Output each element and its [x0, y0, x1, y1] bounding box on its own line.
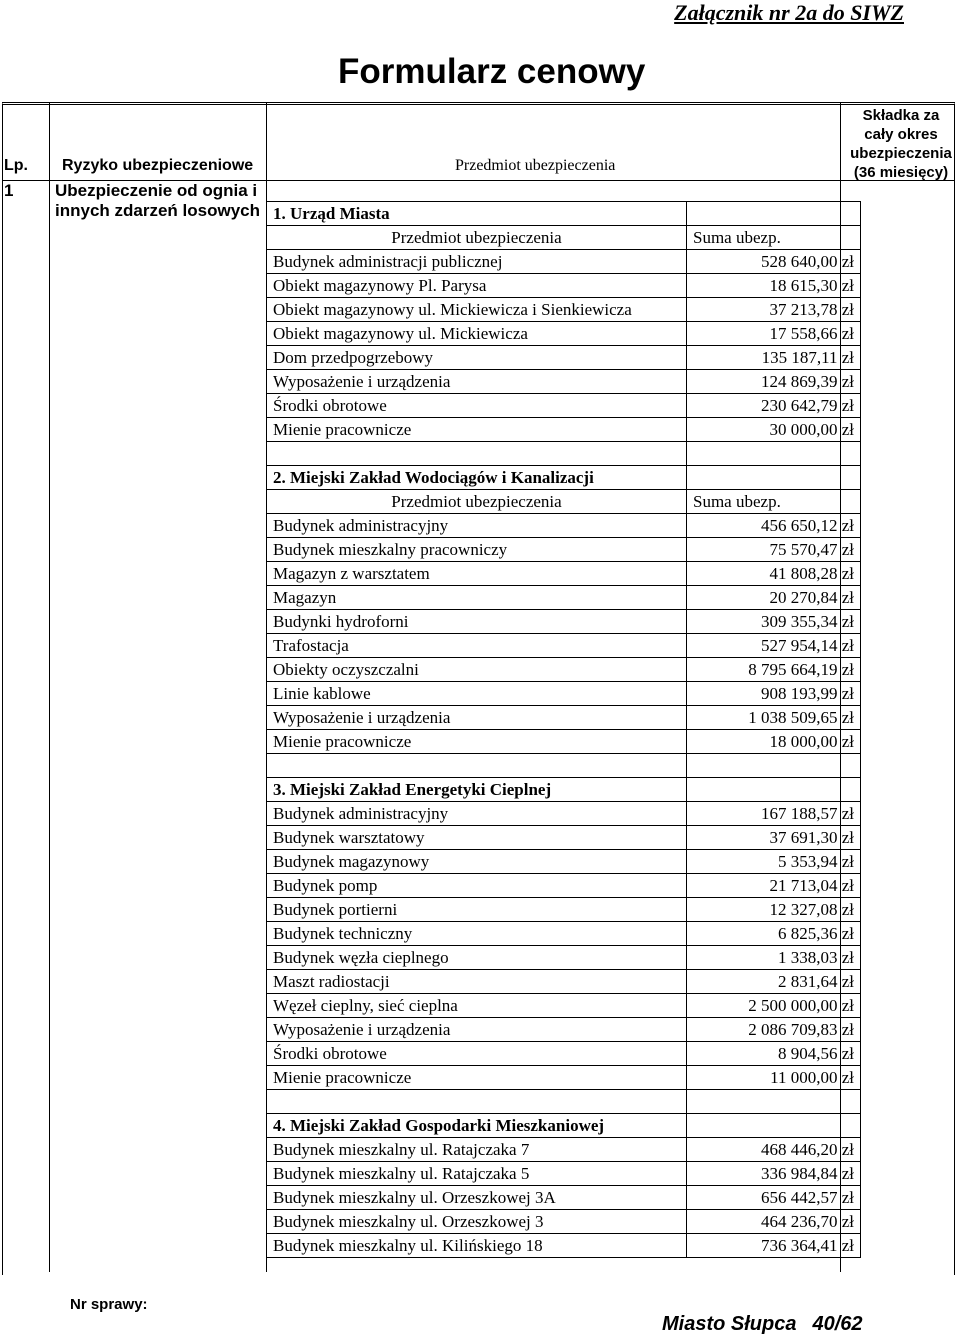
section-title: 2. Miejski Zakład Wodociągów i Kanalizacji — [267, 466, 687, 490]
empty-cell — [687, 778, 861, 802]
table-row — [267, 826, 861, 850]
item-sum: 6 825,36 zł — [687, 922, 861, 946]
item-sum: 135 187,11 zł — [687, 346, 861, 370]
item-name: Budynek mieszkalny ul. Ratajczaka 7 — [267, 1138, 687, 1162]
empty-cell — [687, 442, 861, 466]
table-row — [267, 298, 861, 322]
item-sum: 8 904,56 zł — [687, 1042, 861, 1066]
item-sum: 18 000,00 zł — [687, 730, 861, 754]
table-row — [267, 1042, 861, 1066]
empty-cell — [267, 1090, 687, 1114]
item-name: Wyposażenie i urządzenia — [267, 706, 687, 730]
item-sum: 527 954,14 zł — [687, 634, 861, 658]
item-sum: 656 442,57 zł — [687, 1186, 861, 1210]
section-title: 3. Miejski Zakład Energetyki Cieplnej — [267, 778, 687, 802]
item-sum: 309 355,34 zł — [687, 610, 861, 634]
item-sum: 11 000,00 zł — [687, 1066, 861, 1090]
item-name: Budynek warsztatowy — [267, 826, 687, 850]
item-sum: 468 446,20 zł — [687, 1138, 861, 1162]
table-row — [267, 658, 861, 682]
header-premium-line: (36 miesięcy) — [853, 164, 949, 181]
risk-name — [55, 181, 260, 221]
table-row — [267, 1186, 861, 1210]
item-name: Budynek administracji publicznej — [267, 250, 687, 274]
table-row — [267, 610, 861, 634]
item-sum: 75 570,47 zł — [687, 538, 861, 562]
column-header-row — [267, 226, 861, 250]
item-name: Magazyn z warsztatem — [267, 562, 687, 586]
risk-line: innych zdarzeń losowych — [55, 201, 260, 220]
section-title-row — [267, 202, 861, 226]
item-name: Obiekt magazynowy Pl. Parysa — [267, 274, 687, 298]
item-sum: 41 808,28 zł — [687, 562, 861, 586]
item-name: Węzeł cieplny, sieć cieplna — [267, 994, 687, 1018]
section-title: 1. Urząd Miasta — [267, 202, 687, 226]
table-row — [267, 1066, 861, 1090]
table-row — [267, 1234, 861, 1258]
table-row — [267, 970, 861, 994]
spacer-row — [267, 442, 861, 466]
item-name: Budynki hydroforni — [267, 610, 687, 634]
header-risk: Ryzyko ubezpieczeniowe — [62, 157, 254, 174]
column-header-sum: Suma ubezp. — [687, 226, 861, 250]
header-premium-line: ubezpieczenia — [850, 145, 952, 162]
table-row — [267, 1210, 861, 1234]
column-divider-lp — [49, 102, 50, 1272]
table-row — [267, 1018, 861, 1042]
header-premium — [843, 106, 959, 182]
row-number: 1 — [4, 181, 14, 200]
annex-label: Załącznik nr 2a do SIWZ — [674, 0, 904, 25]
item-sum: 8 795 664,19 zł — [687, 658, 861, 682]
item-name: Magazyn — [267, 586, 687, 610]
item-name: Budynek mieszkalny ul. Ratajczaka 5 — [267, 1162, 687, 1186]
column-header-row — [267, 490, 861, 514]
column-header-subject: Przedmiot ubezpieczenia — [267, 490, 687, 514]
table-row — [267, 1138, 861, 1162]
table-row — [267, 322, 861, 346]
table-row — [267, 802, 861, 826]
item-name: Wyposażenie i urządzenia — [267, 370, 687, 394]
header-rule — [266, 180, 840, 181]
table-row — [267, 418, 861, 442]
column-header-subject: Przedmiot ubezpieczenia — [267, 226, 687, 250]
footer-city: Miasto Słupca — [662, 1313, 797, 1335]
item-sum: 464 236,70 zł — [687, 1210, 861, 1234]
item-sum: 18 615,30 zł — [687, 274, 861, 298]
table-row — [267, 634, 861, 658]
header-premium-line: Składka za — [862, 107, 940, 124]
item-name: Dom przedpogrzebowy — [267, 346, 687, 370]
empty-cell — [687, 1090, 861, 1114]
table-row — [267, 874, 861, 898]
table-row — [267, 274, 861, 298]
table-row — [267, 250, 861, 274]
table-row — [267, 850, 861, 874]
table-row — [267, 682, 861, 706]
item-sum: 21 713,04 zł — [687, 874, 861, 898]
table-row — [267, 1162, 861, 1186]
insurance-subject-table — [266, 201, 861, 1258]
page-number: 40/62 — [812, 1313, 863, 1335]
table-row — [267, 898, 861, 922]
empty-cell — [267, 442, 687, 466]
item-sum: 124 869,39 zł — [687, 370, 861, 394]
section-title-row — [267, 1114, 861, 1138]
item-sum: 2 500 000,00 zł — [687, 994, 861, 1018]
item-name: Trafostacja — [267, 634, 687, 658]
table-row — [267, 946, 861, 970]
item-sum: 2 086 709,83 zł — [687, 1018, 861, 1042]
item-name: Obiekt magazynowy ul. Mickiewicza — [267, 322, 687, 346]
footer-city-page — [662, 1313, 863, 1336]
empty-cell — [267, 754, 687, 778]
table-row — [267, 922, 861, 946]
spacer-row — [267, 1090, 861, 1114]
item-sum: 37 213,78 zł — [687, 298, 861, 322]
item-name: Mienie pracownicze — [267, 730, 687, 754]
item-name: Budynek mieszkalny ul. Kilińskiego 18 — [267, 1234, 687, 1258]
item-name: Wyposażenie i urządzenia — [267, 1018, 687, 1042]
header-rule — [840, 180, 954, 181]
table-row — [267, 586, 861, 610]
item-sum: 167 188,57 zł — [687, 802, 861, 826]
table-row — [267, 562, 861, 586]
item-sum: 908 193,99 zł — [687, 682, 861, 706]
table-row — [267, 538, 861, 562]
item-name: Maszt radiostacji — [267, 970, 687, 994]
empty-cell — [687, 466, 861, 490]
item-sum: 736 364,41 zł — [687, 1234, 861, 1258]
item-name: Budynek mieszkalny pracowniczy — [267, 538, 687, 562]
table-row — [267, 514, 861, 538]
item-name: Budynek portierni — [267, 898, 687, 922]
item-sum: 5 353,94 zł — [687, 850, 861, 874]
empty-cell — [687, 1114, 861, 1138]
section-title-row — [267, 778, 861, 802]
item-name: Budynek administracyjny — [267, 802, 687, 826]
empty-cell — [687, 754, 861, 778]
item-name: Budynek pomp — [267, 874, 687, 898]
item-name: Obiekt magazynowy ul. Mickiewicza i Sienkiewicza — [267, 298, 687, 322]
item-sum: 30 000,00 zł — [687, 418, 861, 442]
column-header-sum: Suma ubezp. — [687, 490, 861, 514]
section-title-row — [267, 466, 861, 490]
item-name: Budynek magazynowy — [267, 850, 687, 874]
item-name: Budynek mieszkalny ul. Orzeszkowej 3 — [267, 1210, 687, 1234]
item-sum: 528 640,00 zł — [687, 250, 861, 274]
item-sum: 230 642,79 zł — [687, 394, 861, 418]
item-name: Środki obrotowe — [267, 1042, 687, 1066]
table-row — [267, 346, 861, 370]
item-name: Obiekty oczyszczalni — [267, 658, 687, 682]
item-name: Budynek administracyjny — [267, 514, 687, 538]
table-row — [267, 370, 861, 394]
item-sum: 456 650,12 zł — [687, 514, 861, 538]
table-row — [267, 994, 861, 1018]
item-name: Budynek mieszkalny ul. Orzeszkowej 3A — [267, 1186, 687, 1210]
item-sum: 2 831,64 zł — [687, 970, 861, 994]
page-title: Formularz cenowy — [338, 52, 646, 91]
section-title: 4. Miejski Zakład Gospodarki Mieszkaniowej — [267, 1114, 687, 1138]
item-sum: 17 558,66 zł — [687, 322, 861, 346]
empty-cell — [687, 202, 861, 226]
item-name: Mienie pracownicze — [267, 418, 687, 442]
case-number-label: Nr sprawy: — [70, 1296, 148, 1313]
spacer-row — [267, 754, 861, 778]
item-sum: 12 327,08 zł — [687, 898, 861, 922]
risk-line: Ubezpieczenie od ognia i — [55, 181, 258, 200]
item-sum: 20 270,84 zł — [687, 586, 861, 610]
item-sum: 37 691,30 zł — [687, 826, 861, 850]
table-row — [267, 706, 861, 730]
item-name: Linie kablowe — [267, 682, 687, 706]
table-row — [267, 394, 861, 418]
item-name: Budynek techniczny — [267, 922, 687, 946]
table-row — [267, 730, 861, 754]
item-name: Budynek węzła cieplnego — [267, 946, 687, 970]
item-name: Mienie pracownicze — [267, 1066, 687, 1090]
item-name: Środki obrotowe — [267, 394, 687, 418]
header-premium-line: cały okres — [864, 126, 938, 143]
item-sum: 336 984,84 zł — [687, 1162, 861, 1186]
header-subject: Przedmiot ubezpieczenia — [455, 157, 616, 174]
item-sum: 1 038 509,65 zł — [687, 706, 861, 730]
item-sum: 1 338,03 zł — [687, 946, 861, 970]
header-lp: Lp. — [4, 157, 28, 174]
